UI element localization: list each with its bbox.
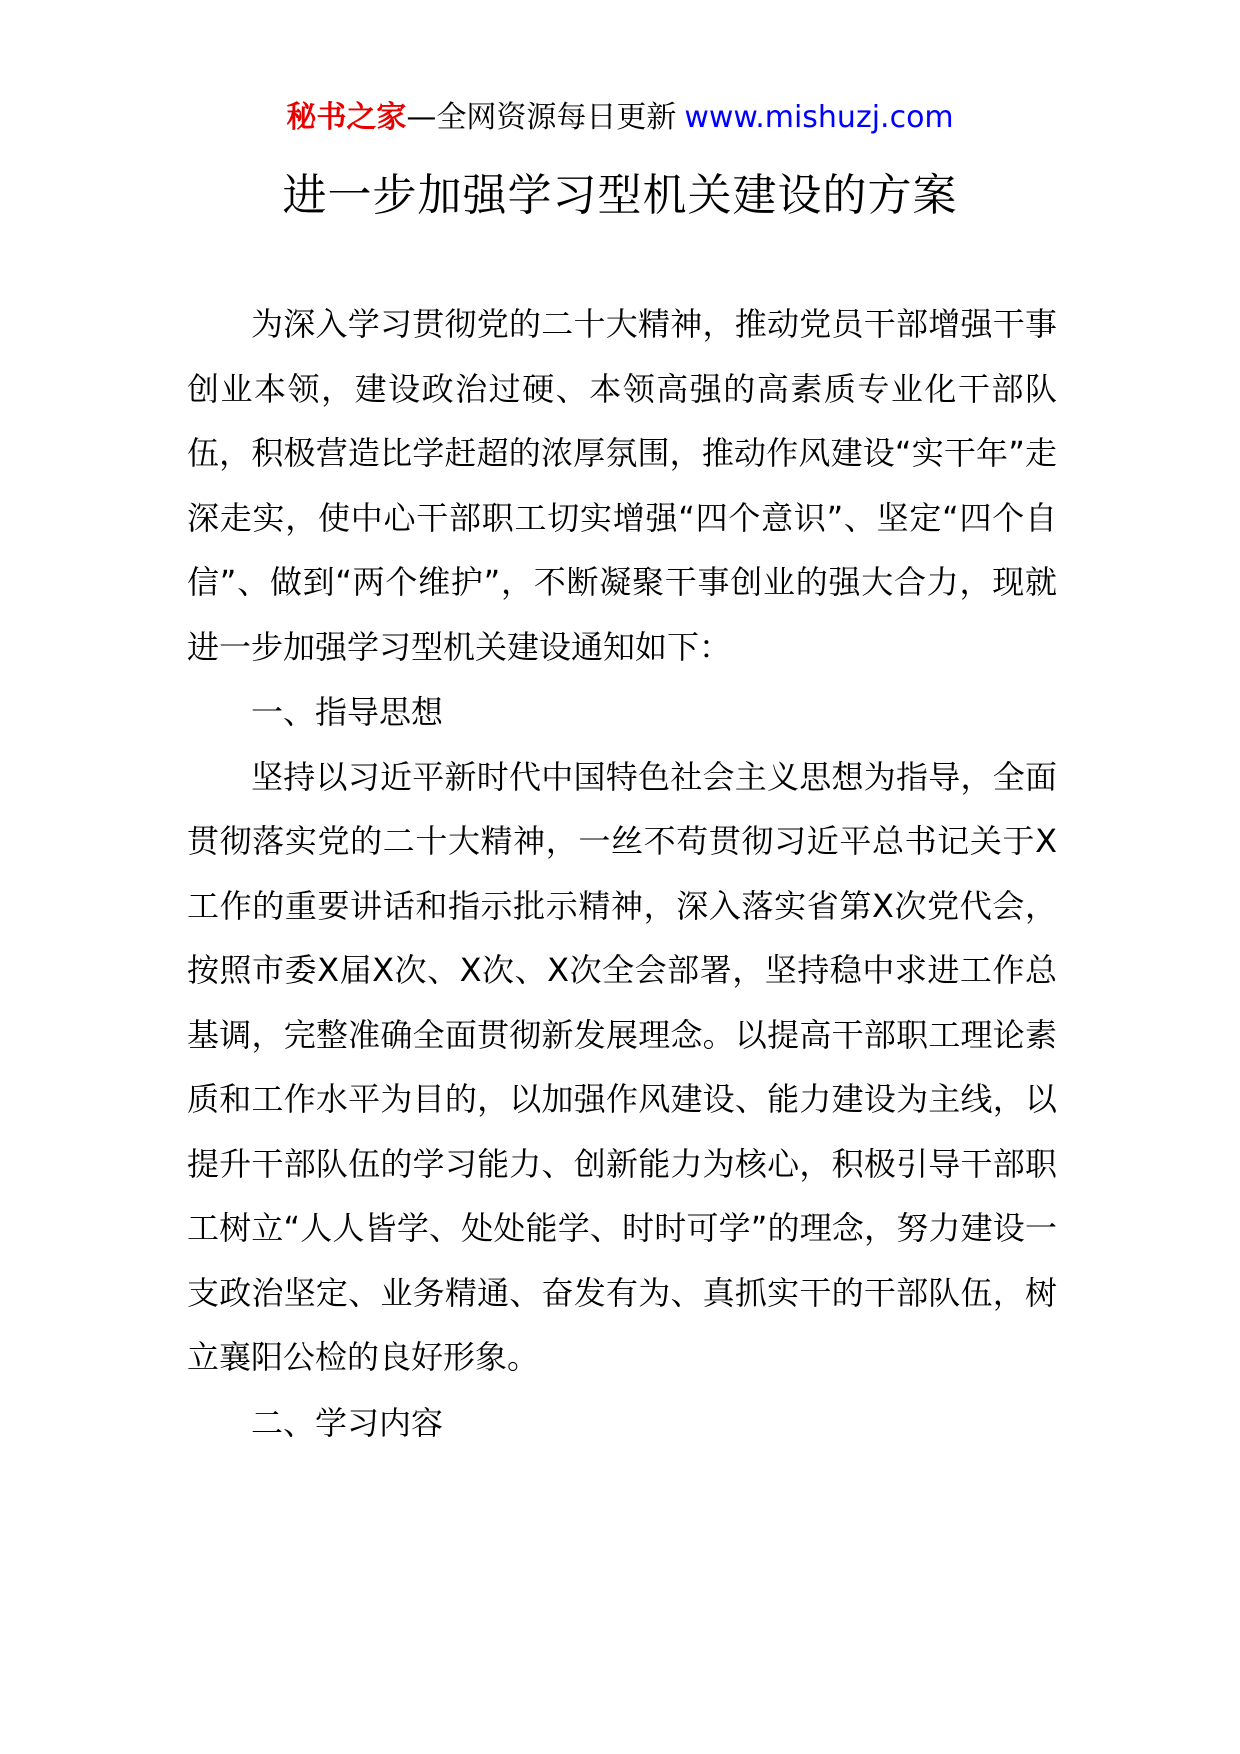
site-brand: 秘书之家 — [286, 100, 407, 135]
site-header — [0, 98, 1240, 138]
section-paragraph-guiding-thought: 坚持以习近平新时代中国特色社会主义思想为指导，全面贯彻落实党的二十大精神，一丝不苟贯彻习近平总书记关于X工作的重要讲话和指示批示精神，深入落实省第X次党代会，按照市委X届X次、X次、X次全会部署，坚持稳中求进工作总基调，完整准确全面贯彻新发展理念。以提高干部职工理论素质和工作水平为目的，以加强作风建设、能力建设为主线，以提升干部队伍的学习能力、创新能力为核心，积极引导干部职工树立“人人皆学、处处能学、时时可学”的理念，努力建设一支政治坚定、业务精通、奋发有为、真抓实干的干部队伍，树立襄阳公检的良好形象。 — [187, 757, 1057, 1376]
site-url-link[interactable]: www.mishuzj.com — [684, 100, 954, 135]
site-tagline: —全网资源每日更新 — [406, 100, 677, 135]
intro-paragraph: 为深入学习贯彻党的二十大精神，推动党员干部增强干事创业本领，建设政治过硬、本领高强的高素质专业化干部队伍，积极营造比学赶超的浓厚氛围，推动作风建设“实干年”走深走实，使中心干部职工切实增强“四个意识”、坚定“四个自信”、做到“两个维护”，不断凝聚干事创业的强大合力，现就进一步加强学习型机关建设通知如下： — [187, 305, 1057, 666]
section-heading-guiding-thought: 一、指导思想 — [251, 693, 444, 731]
section-heading-study-content: 二、学习内容 — [251, 1403, 444, 1442]
document-title: 进一步加强学习型机关建设的方案 — [282, 170, 958, 221]
document-body — [187, 292, 1057, 1455]
